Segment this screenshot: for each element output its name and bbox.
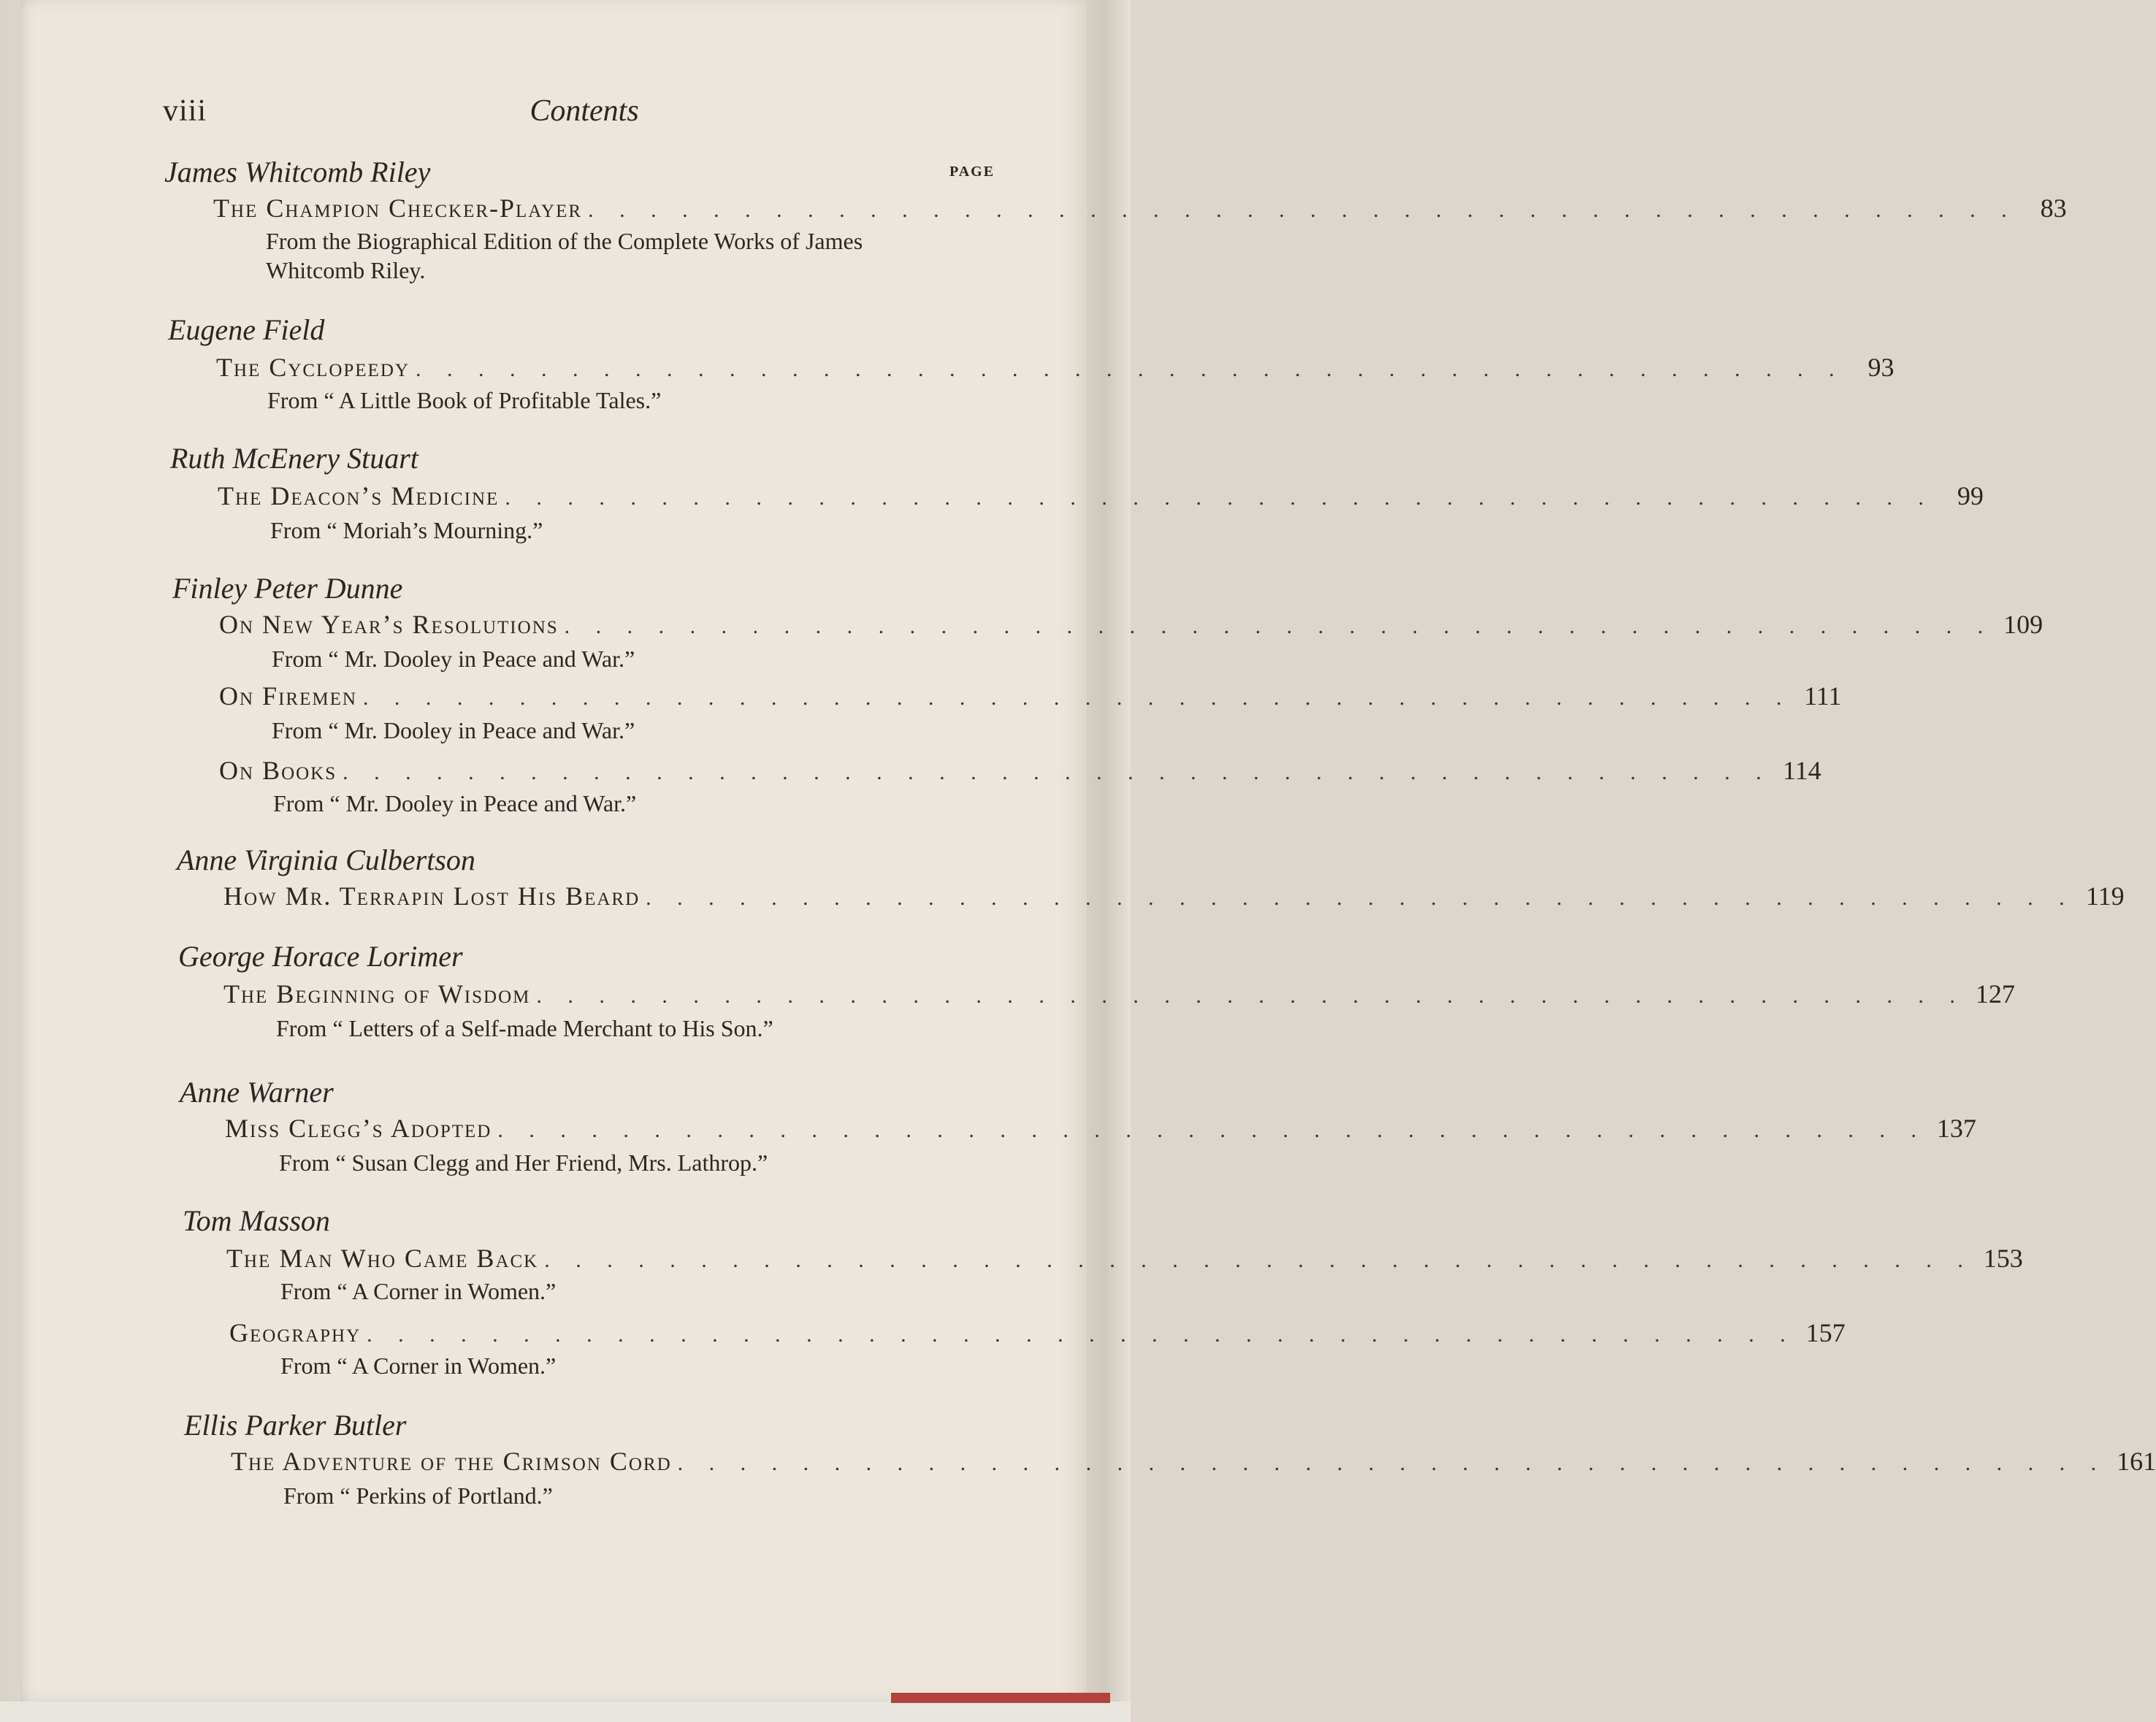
toc-entry[interactable] <box>218 481 1984 513</box>
toc-entry[interactable] <box>219 609 2044 641</box>
entry-source: From “ A Little Book of Profitable Tales.” <box>267 387 662 413</box>
entry-source: From “ Perkins of Portland.” <box>283 1482 553 1509</box>
entry-page-number: 93 <box>1868 353 1895 382</box>
entry-page-number: 161 <box>2117 1447 2156 1476</box>
entry-title: The Deacon’s Medicine <box>218 481 500 510</box>
entry-title: The Adventure of the Crimson Cord <box>231 1447 672 1476</box>
page-number: viii <box>163 94 207 128</box>
entry-title: The Cyclopeedy <box>216 353 410 382</box>
entry-page-number: 99 <box>1957 481 1984 510</box>
entry-page-number: 157 <box>1805 1318 1846 1347</box>
entry-source: From “ Letters of a Self-made Merchant to His Son.” <box>276 1015 773 1041</box>
entry-page-number: 119 <box>2085 881 2125 911</box>
entry-page-number: 114 <box>1782 756 1821 785</box>
author-name: Ruth McEnery Stuart <box>170 442 418 475</box>
leader-dots: . . . . . . . . . . . . . . . . . . . . . . . . . . . . . . . . . . . . . . . . . . . . . . <box>536 984 1965 1008</box>
toc-entry[interactable] <box>213 193 2067 225</box>
toc-entry[interactable] <box>223 881 2125 913</box>
leader-dots: . . . . . . . . . . . . . . . . . . . . . . . . . . . . . . . . . . . . . . . . . . . . . . <box>677 1451 2107 1475</box>
entry-source: From the Biographical Edition of the Complete Works of James Whitcomb Riley. <box>266 228 863 283</box>
leader-dots: . . . . . . . . . . . . . . . . . . . . . . . . . . . . . . . . . . . . . . . . . . . . . . <box>367 1323 1796 1347</box>
toc-entry[interactable] <box>225 1113 1976 1145</box>
leader-dots: . . . . . . . . . . . . . . . . . . . . . . . . . . . . . . . . . . . . . . . . . . . . . . <box>564 614 1994 638</box>
red-cover-edge <box>891 1693 1110 1703</box>
author-name: Ellis Parker Butler <box>184 1409 407 1442</box>
leader-dots: . . . . . . . . . . . . . . . . . . . . . . . . . . . . . . . . . . . . . . . . . . . . . . <box>646 886 2075 910</box>
entry-title: The Man Who Came Back <box>226 1244 539 1273</box>
entry-source: From “ Mr. Dooley in Peace and War.” <box>273 790 637 816</box>
leader-dots: . . . . . . . . . . . . . . . . . . . . . . . . . . . . . . . . . . . . . . . . . . . . . . <box>497 1118 1927 1142</box>
entry-source: From “ Moriah’s Mourning.” <box>270 517 543 543</box>
leader-dots: . . . . . . . . . . . . . . . . . . . . . . . . . . . . . . . . . . . . . . . . . . . . . . <box>362 686 1792 710</box>
toc-entry[interactable] <box>216 352 1895 384</box>
entry-page-number: 153 <box>1983 1244 2023 1273</box>
entry-page-number: 137 <box>1936 1114 1976 1143</box>
entry-title: How Mr. Terrapin Lost His Beard <box>223 881 641 911</box>
toc-entry[interactable] <box>223 979 2015 1011</box>
entry-title: The Beginning of Wisdom <box>223 979 531 1009</box>
entry-title: Miss Clegg’s Adopted <box>225 1114 492 1143</box>
entry-source: From “ Mr. Dooley in Peace and War.” <box>272 646 635 672</box>
entry-source: From “ Mr. Dooley in Peace and War.” <box>272 717 635 743</box>
entry-title: The Champion Checker-Player <box>213 194 583 223</box>
entry-page-number: 111 <box>1804 681 1842 711</box>
toc-entry[interactable] <box>231 1446 2156 1478</box>
page-column-label: PAGE <box>949 164 995 180</box>
author-name: George Horace Lorimer <box>178 940 463 973</box>
author-name: Anne Virginia Culbertson <box>177 843 475 876</box>
entry-title: Geography <box>229 1318 362 1347</box>
toc-entry[interactable] <box>226 1243 2023 1275</box>
toc-entry[interactable] <box>219 681 1842 713</box>
entry-source: From “ A Corner in Women.” <box>280 1352 557 1379</box>
entry-page-number: 127 <box>1975 979 2015 1009</box>
entry-title: On Firemen <box>219 681 357 711</box>
entry-source: From “ Susan Clegg and Her Friend, Mrs. Lathrop.” <box>279 1149 768 1176</box>
author-name: Eugene Field <box>168 313 325 346</box>
leader-dots: . . . . . . . . . . . . . . . . . . . . . . . . . . . . . . . . . . . . . . . . . . . . . . <box>588 198 2017 222</box>
author-name: Anne Warner <box>180 1076 334 1109</box>
leader-dots: . . . . . . . . . . . . . . . . . . . . . . . . . . . . . . . . . . . . . . . . . . . . . . <box>415 357 1845 381</box>
running-head: Contents <box>530 94 639 128</box>
toc-entry[interactable] <box>229 1317 1846 1350</box>
entry-page-number: 83 <box>2040 194 2067 223</box>
entry-page-number: 109 <box>2003 610 2044 639</box>
author-name: Tom Masson <box>183 1204 330 1237</box>
author-name: Finley Peter Dunne <box>172 572 403 605</box>
toc-entry[interactable] <box>219 755 1821 787</box>
leader-dots: . . . . . . . . . . . . . . . . . . . . . . . . . . . . . . . . . . . . . . . . . . . . . . <box>544 1248 1973 1272</box>
bottom-band <box>0 1702 1131 1722</box>
author-name: James Whitcomb Riley <box>164 156 431 188</box>
page-edge <box>1087 0 1131 1702</box>
entry-title: On Books <box>219 756 337 785</box>
leader-dots: . . . . . . . . . . . . . . . . . . . . . . . . . . . . . . . . . . . . . . . . . . . . . . <box>343 760 1772 784</box>
entry-title: On New Year’s Resolutions <box>219 610 559 639</box>
leader-dots: . . . . . . . . . . . . . . . . . . . . . . . . . . . . . . . . . . . . . . . . . . . . . . <box>505 486 1934 510</box>
entry-source: From “ A Corner in Women.” <box>280 1278 557 1304</box>
